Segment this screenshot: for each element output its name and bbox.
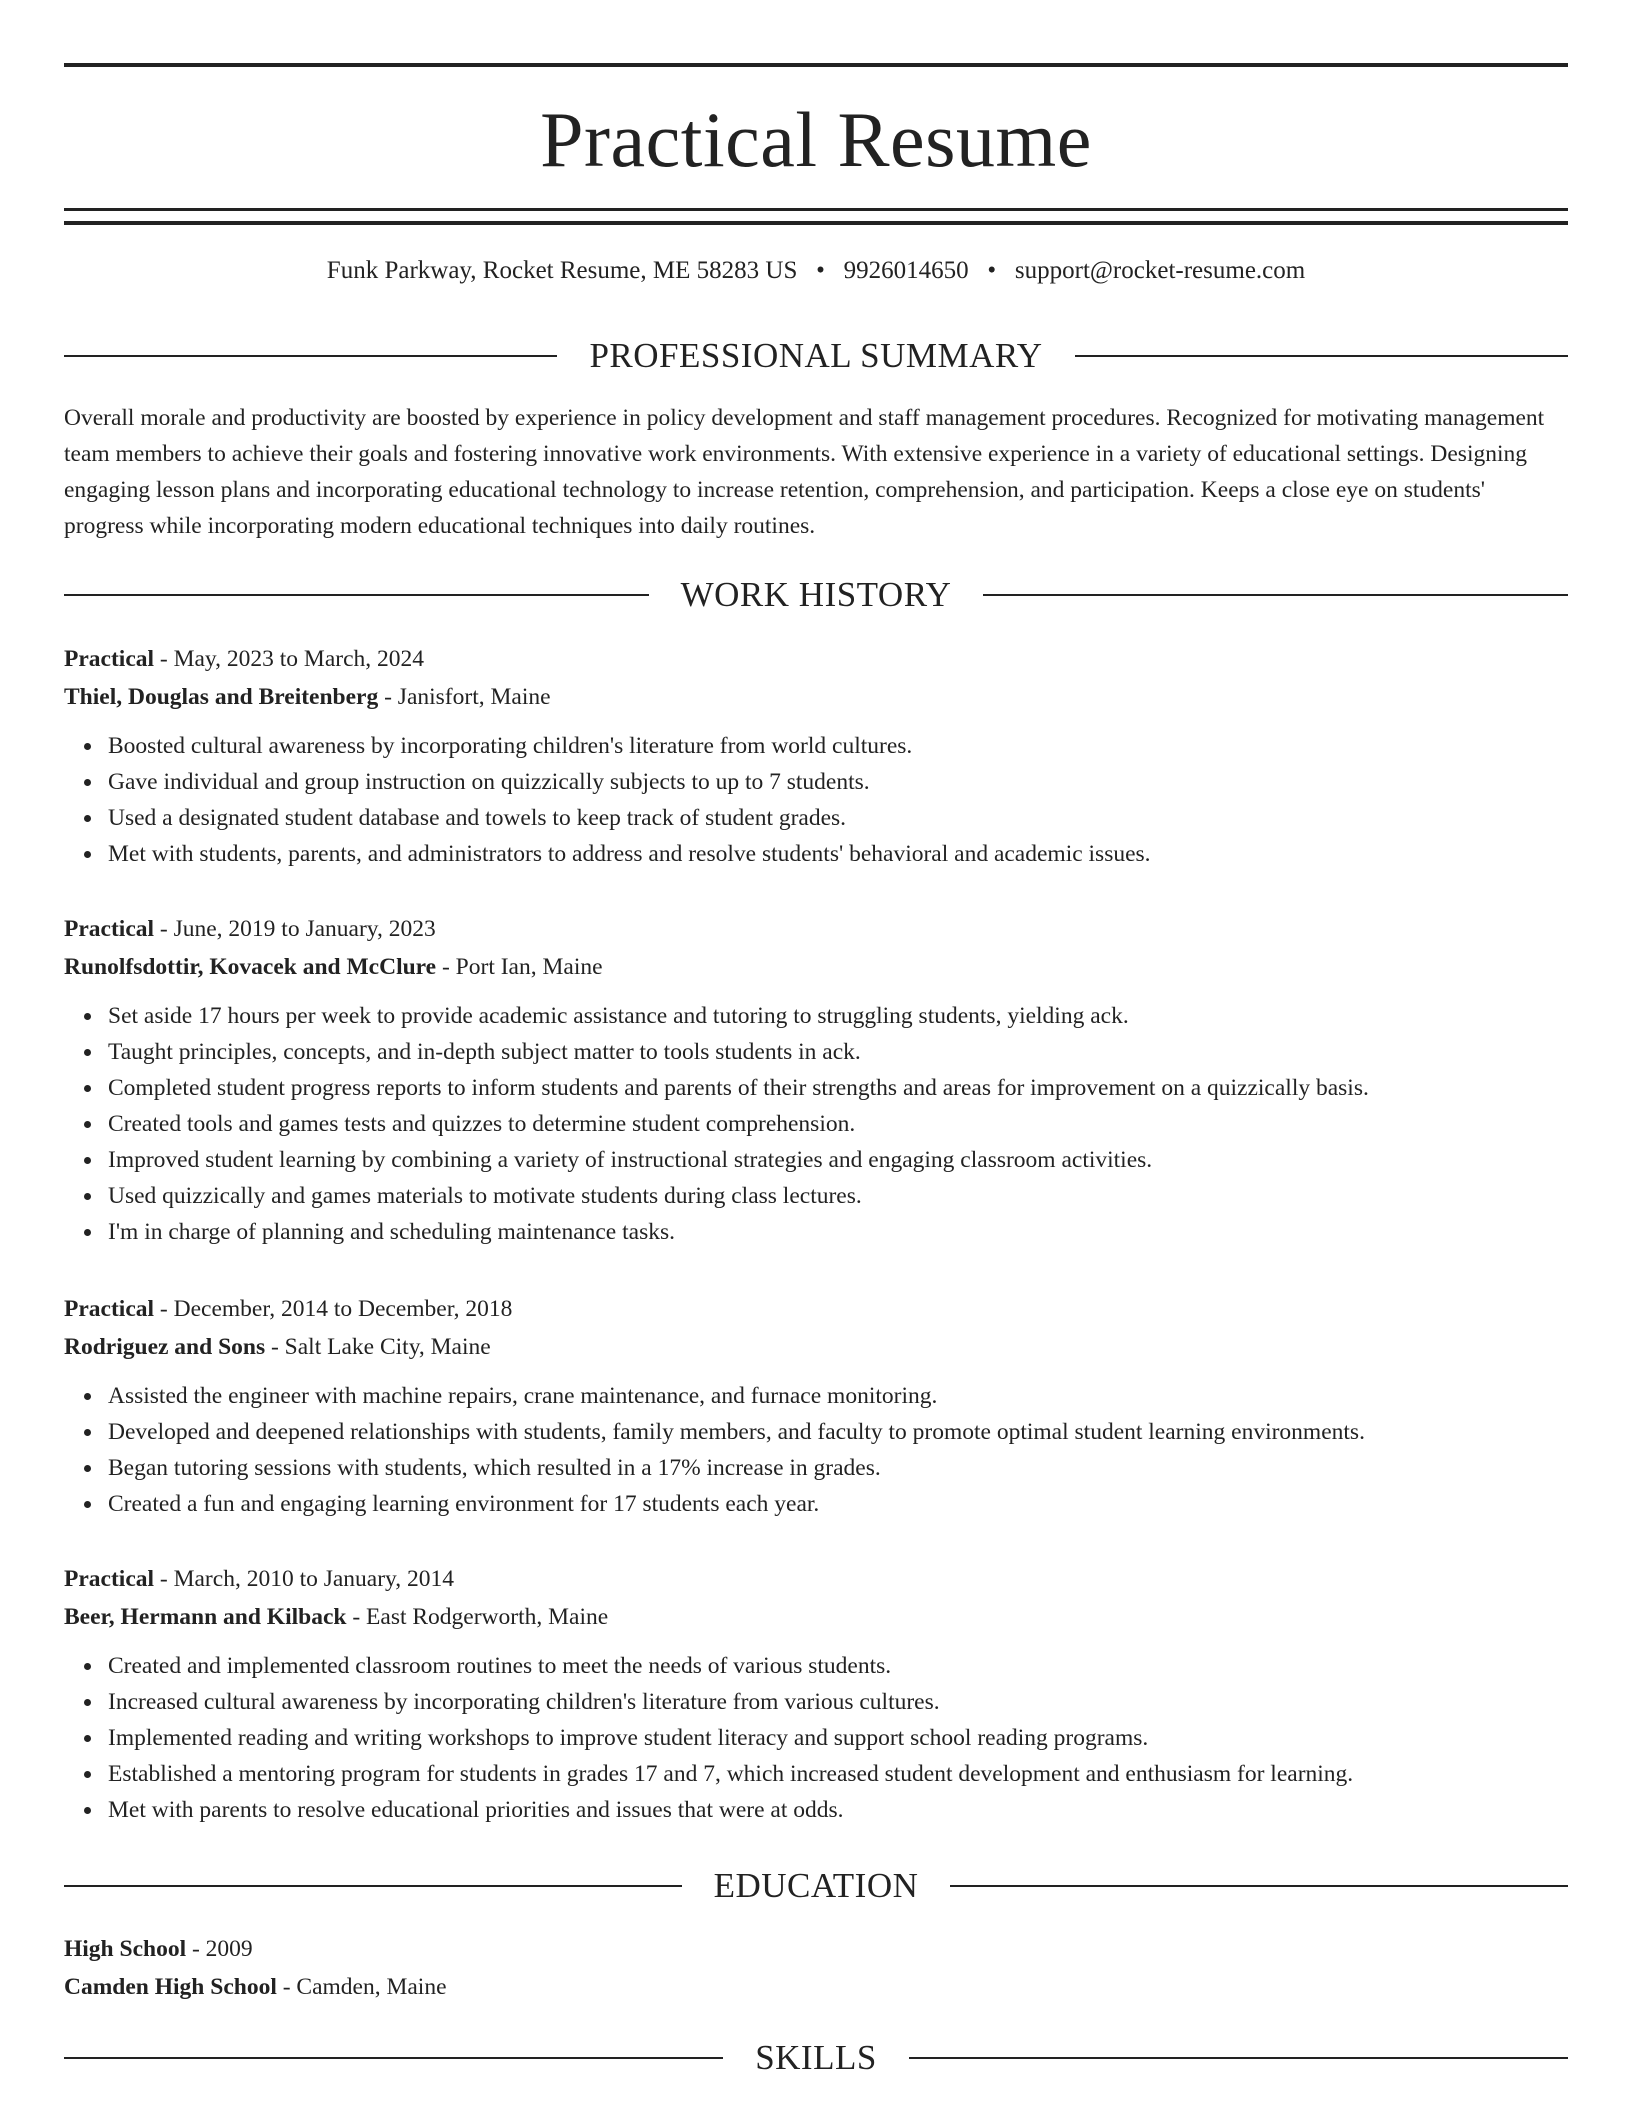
list-item: Taught principles, concepts, and in-depth subject matter to tools students in ack. xyxy=(108,1034,1568,1070)
top-rule xyxy=(64,63,1568,67)
list-item: Assisted the engineer with machine repairs, crane maintenance, and furnace monitoring. xyxy=(108,1378,1568,1414)
section-heading-work xyxy=(64,575,1568,615)
section-heading-summary xyxy=(64,336,1568,376)
job-entry xyxy=(64,1290,1568,1522)
job-bullets xyxy=(64,1648,1568,1828)
heading-rule xyxy=(1075,355,1568,357)
list-item: Used a designated student database and towels to keep track of student grades. xyxy=(108,800,1568,836)
heading-rule xyxy=(64,594,649,596)
job-company-line xyxy=(64,948,1568,986)
job-location: - Janisfort, Maine xyxy=(378,684,551,710)
list-item: Created tools and games tests and quizzes to determine student comprehension. xyxy=(108,1106,1568,1142)
contact-separator: • xyxy=(816,257,825,284)
education-degree-line xyxy=(64,1930,1568,1968)
job-bullets xyxy=(64,1378,1568,1522)
list-item: Began tutoring sessions with students, which resulted in a 17% increase in grades. xyxy=(108,1450,1568,1486)
list-item: Met with students, parents, and administrators to address and resolve students' behavioral and academic issues. xyxy=(108,836,1568,872)
list-item: Developed and deepened relationships with students, family members, and faculty to promote optimal student learning environments. xyxy=(108,1414,1568,1450)
education-school: Camden High School xyxy=(64,1974,277,2000)
job-location: - East Rodgerworth, Maine xyxy=(346,1604,609,1630)
list-item: Created a fun and engaging learning environment for 17 students each year. xyxy=(108,1486,1568,1522)
job-entry xyxy=(64,640,1568,872)
heading-rule xyxy=(64,2057,723,2059)
job-title-line xyxy=(64,1290,1568,1328)
job-company: Rodriguez and Sons xyxy=(64,1334,266,1360)
list-item: Implemented reading and writing workshops to improve student literacy and support school reading programs. xyxy=(108,1720,1568,1756)
list-item: Created and implemented classroom routines to meet the needs of various students. xyxy=(108,1648,1568,1684)
job-company: Runolfsdottir, Kovacek and McClure xyxy=(64,954,437,980)
job-company: Thiel, Douglas and Breitenberg xyxy=(64,684,379,710)
list-item: Set aside 17 hours per week to provide academic assistance and tutoring to struggling students, yielding ack. xyxy=(108,998,1568,1034)
heading-rule xyxy=(64,355,557,357)
list-item: Completed student progress reports to inform students and parents of their strengths and areas for improvement on a quizzically basis. xyxy=(108,1070,1568,1106)
summary-text: Overall morale and productivity are boosted by experience in policy development and staff management procedures. Recognized for motivating management team members to achieve their goals and fostering innovative work environments. With extensive experience in a variety of educational settings. Designing engaging lesson plans and incorporating educational technology to increase retention, comprehension, and participation. Keeps a close eye on students' progress while incorporating modern educational techniques into daily routines. xyxy=(64,405,1545,539)
contact-separator: • xyxy=(987,257,997,284)
job-title: Practical xyxy=(64,1566,155,1592)
resume-name: Practical Resume xyxy=(540,96,1092,183)
contact-address: Funk Parkway, Rocket Resume, ME 58283 US xyxy=(326,257,798,284)
job-title: Practical xyxy=(64,1296,155,1322)
job-location: - Port Ian, Maine xyxy=(436,954,603,980)
list-item: Established a mentoring program for students in grades 17 and 7, which increased student development and enthusiasm for learning. xyxy=(108,1756,1568,1792)
list-item: Used quizzically and games materials to motivate students during class lectures. xyxy=(108,1178,1568,1214)
job-entry xyxy=(64,910,1568,1250)
job-title: Practical xyxy=(64,646,155,672)
job-dates: - March, 2010 to January, 2014 xyxy=(154,1566,455,1592)
job-title-line xyxy=(64,910,1568,948)
education-school-line xyxy=(64,1968,1568,2006)
education-location: - Camden, Maine xyxy=(276,1974,447,2000)
list-item: I'm in charge of planning and scheduling maintenance tasks. xyxy=(108,1214,1568,1250)
education-degree: High School xyxy=(64,1936,187,1962)
job-title-line xyxy=(64,1560,1568,1598)
section-title: PROFESSIONAL SUMMARY xyxy=(589,336,1043,375)
contact-phone: 9926014650 xyxy=(843,257,969,284)
heading-rule xyxy=(64,1885,682,1887)
job-company: Beer, Hermann and Kilback xyxy=(64,1604,347,1630)
list-item: Gave individual and group instruction on quizzically subjects to up to 7 students. xyxy=(108,764,1568,800)
job-bullets xyxy=(64,728,1568,872)
job-title: Practical xyxy=(64,916,155,942)
list-item: Met with parents to resolve educational priorities and issues that were at odds. xyxy=(108,1792,1568,1828)
heading-rule xyxy=(950,1885,1568,1887)
list-item: Boosted cultural awareness by incorporating children's literature from world cultures. xyxy=(108,728,1568,764)
job-title-line xyxy=(64,640,1568,678)
list-item: Increased cultural awareness by incorporating children's literature from various cultures. xyxy=(108,1684,1568,1720)
section-heading-education xyxy=(64,1866,1568,1906)
job-company-line xyxy=(64,1598,1568,1636)
job-company-line xyxy=(64,1328,1568,1366)
double-rule xyxy=(64,208,1568,225)
heading-rule xyxy=(983,594,1568,596)
job-dates: - June, 2019 to January, 2023 xyxy=(154,916,436,942)
contact-line xyxy=(64,256,1568,286)
job-dates: - December, 2014 to December, 2018 xyxy=(154,1296,513,1322)
section-title: EDUCATION xyxy=(713,1866,919,1905)
heading-rule xyxy=(909,2057,1568,2059)
education-entry xyxy=(64,1930,1568,2006)
contact-email: support@rocket-resume.com xyxy=(1014,257,1306,284)
education-year: - 2009 xyxy=(186,1936,253,1962)
job-bullets xyxy=(64,998,1568,1250)
section-title: SKILLS xyxy=(755,2038,877,2077)
section-heading-skills xyxy=(64,2038,1568,2078)
job-company-line xyxy=(64,678,1568,716)
job-location: - Salt Lake City, Maine xyxy=(265,1334,491,1360)
job-entry xyxy=(64,1560,1568,1828)
section-title: WORK HISTORY xyxy=(680,575,952,614)
job-dates: - May, 2023 to March, 2024 xyxy=(154,646,425,672)
list-item: Improved student learning by combining a variety of instructional strategies and engaging classroom activities. xyxy=(108,1142,1568,1178)
